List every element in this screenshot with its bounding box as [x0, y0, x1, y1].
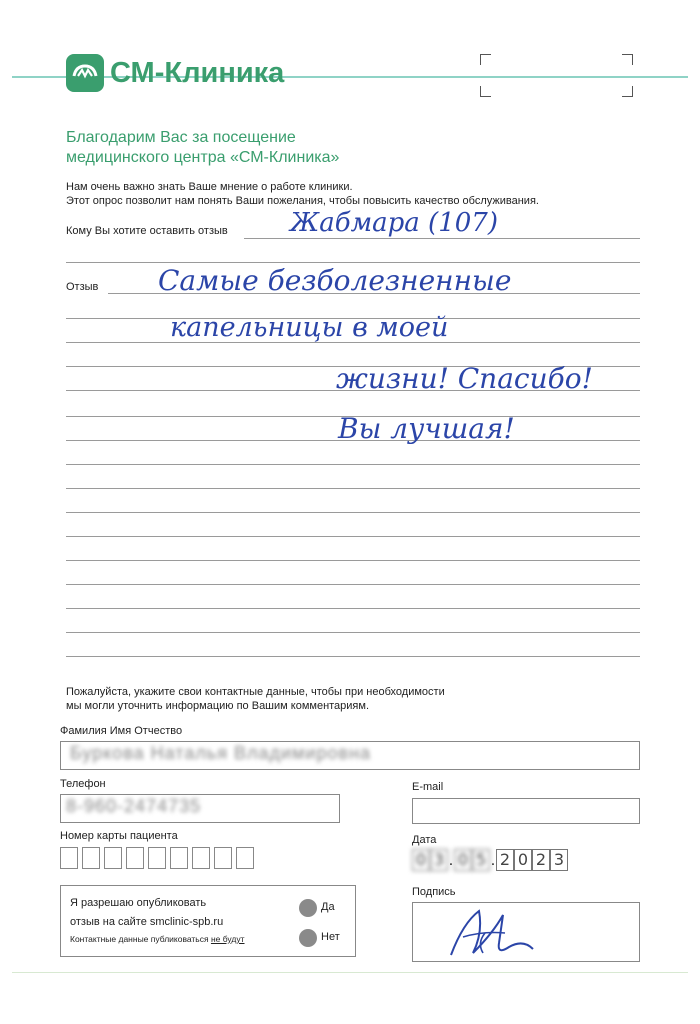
- date-digit: 0: [514, 849, 532, 871]
- review-text-line[interactable]: Самые безболезненные: [158, 264, 512, 297]
- consent-yes-radio[interactable]: [299, 899, 317, 917]
- consent-yes-label: Да: [321, 901, 335, 913]
- signature-field[interactable]: [412, 902, 640, 962]
- contact-note: Пожалуйста, укажите свои контактные данные, чтобы при необходимости мы могли уточнить информацию по Вашим комментариям.: [66, 686, 445, 712]
- card-digit-box[interactable]: [214, 847, 232, 869]
- card-digit-box[interactable]: [170, 847, 188, 869]
- review-text-line[interactable]: Вы лучшая!: [338, 412, 515, 445]
- email-label: E-mail: [412, 781, 444, 793]
- corner-mark: [622, 86, 633, 97]
- date-digit: 5: [472, 849, 490, 871]
- card-digit-box[interactable]: [82, 847, 100, 869]
- corner-mark: [622, 54, 633, 65]
- review-label: Отзыв: [66, 281, 99, 293]
- date-field[interactable]: 0 3 . 0 5 . 2 0 2 3: [412, 849, 568, 871]
- date-label: Дата: [412, 834, 437, 846]
- recipient-line: [244, 238, 640, 239]
- intro-text: Нам очень важно знать Ваше мнение о работе клиники. Этот опрос позволит нам понять Ваши пожелания, чтобы повысить качество обслуживания.: [66, 181, 539, 207]
- card-digit-box[interactable]: [236, 847, 254, 869]
- recipient-value[interactable]: Жабмара (107): [290, 208, 498, 238]
- card-digit-box[interactable]: [104, 847, 122, 869]
- name-label: Фамилия Имя Отчество: [60, 725, 183, 737]
- signature-label: Подпись: [412, 886, 456, 898]
- clinic-logo-icon: [66, 54, 104, 92]
- consent-note: Контактные данные публиковаться не будут: [70, 934, 245, 944]
- signature-mark: [413, 903, 639, 961]
- date-digit: 3: [550, 849, 568, 871]
- email-field[interactable]: [412, 798, 640, 824]
- card-label: Номер карты пациента: [60, 830, 178, 842]
- card-digit-box[interactable]: [192, 847, 210, 869]
- phone-value: 8-960-2474735: [66, 796, 202, 816]
- review-text-line[interactable]: жизни! Спасибо!: [336, 362, 593, 395]
- corner-mark: [480, 86, 491, 97]
- recipient-label: Кому Вы хотите оставить отзыв: [66, 225, 228, 237]
- page-title: Благодарим Вас за посещение медицинского центра «СМ-Клиника»: [66, 129, 340, 166]
- card-digit-box[interactable]: [126, 847, 144, 869]
- consent-no-label: Нет: [321, 931, 340, 943]
- card-number-boxes[interactable]: [60, 847, 258, 874]
- review-text-line[interactable]: капельницы в моей: [170, 312, 449, 343]
- consent-line-1: Я разрешаю опубликовать: [70, 897, 207, 909]
- date-digit: 2: [496, 849, 514, 871]
- date-digit: 2: [532, 849, 550, 871]
- publish-consent-box: [60, 885, 356, 957]
- card-digit-box[interactable]: [148, 847, 166, 869]
- date-digit: 0: [454, 849, 472, 871]
- review-lines: [66, 240, 640, 680]
- corner-mark: [480, 54, 491, 65]
- consent-no-radio[interactable]: [299, 929, 317, 947]
- date-digit: 0: [412, 849, 430, 871]
- consent-line-2: отзыв на сайте smclinic-spb.ru: [70, 916, 224, 928]
- card-digit-box[interactable]: [60, 847, 78, 869]
- name-value: Буркова Наталья Владимировна: [70, 743, 372, 763]
- date-digit: 3: [430, 849, 448, 871]
- footer-rule: [12, 972, 688, 973]
- clinic-brand: СМ-Клиника: [110, 57, 285, 89]
- phone-label: Телефон: [60, 778, 106, 790]
